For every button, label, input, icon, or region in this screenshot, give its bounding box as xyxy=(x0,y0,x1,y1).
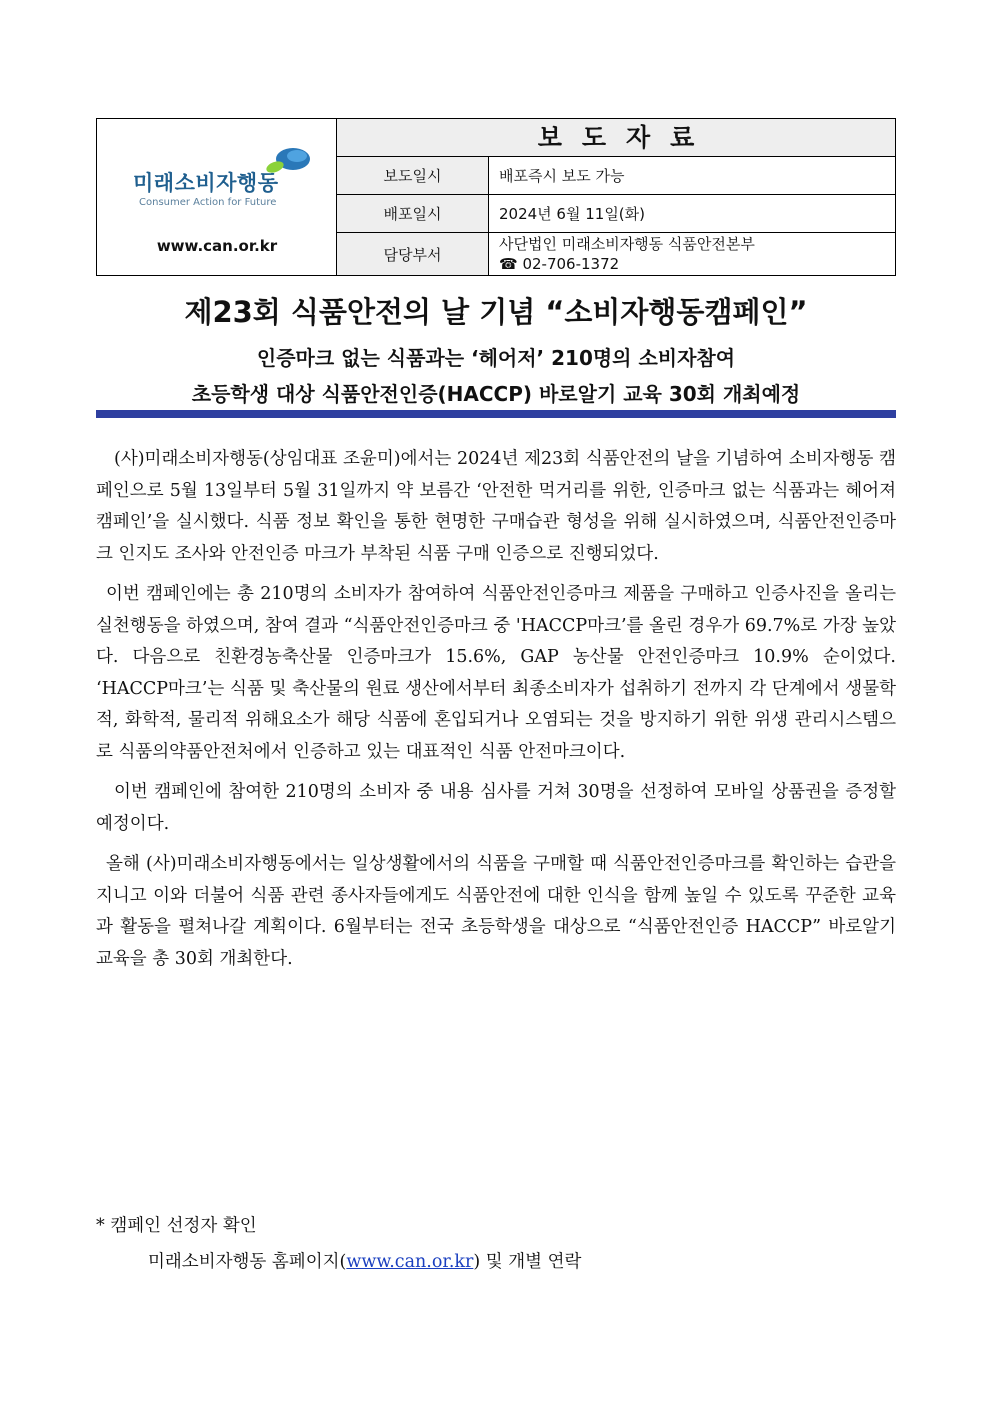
org-name: 미래소비자행동 xyxy=(133,171,279,195)
headline-title: 제23회 식품안전의 날 기념 “소비자행동캠페인” xyxy=(184,295,808,329)
paragraph-3: 이번 캠페인에 참여한 210명의 소비자 중 내용 심사를 거쳐 30명을 선정하여 모바일 상품권을 증정할 예정이다. xyxy=(96,782,896,834)
release-time-value: 배포즉시 보도 가능 xyxy=(499,166,625,185)
headline-subtitle-1: 인증마크 없는 식품과는 ‘헤어저’ 210명의 소비자참여 xyxy=(256,346,736,370)
headline-subtitle-2: 초등학생 대상 식품안전인증(HACCP) 바로알기 교육 30회 개최예정 xyxy=(191,382,801,406)
release-time-label: 보도일시 xyxy=(337,157,489,194)
department-phone: ☎ 02-706-1372 xyxy=(499,255,620,273)
distribution-date-value: 2024년 6월 11일(화) xyxy=(499,204,646,223)
department-row xyxy=(337,233,895,275)
department-name: 사단법인 미래소비자행동 식품안전본부 xyxy=(499,235,755,253)
distribution-date-row xyxy=(337,195,895,233)
logo-cell xyxy=(97,119,337,275)
paragraph-4: 올해 (사)미래소비자행동에서는 일상생활에서의 식품을 구매할 때 식품안전인증마크를 확인하는 습관을 지니고 이와 더불어 식품 관련 종사자들에게도 식품안전에 대한 인식을 함께 높일 수 있도록 꾸준한 교육과 활동을 펼쳐나갈 계획이다. 6월부터는 전국 초등학생을 대상으로 “식품안전인증 HACCP” 바로알기 교육을 총 30회 개최한다. xyxy=(96,854,896,969)
note-detail: 미래소비자행동 홈페이지(www.can.or.kr) 및 개별 연락 xyxy=(148,1252,582,1272)
headline-divider xyxy=(96,410,896,418)
org-website[interactable]: www.can.or.kr xyxy=(156,237,278,255)
doc-type-title: 보도자료 xyxy=(337,119,895,157)
org-tagline: Consumer Action for Future xyxy=(139,197,277,208)
homepage-link[interactable]: www.can.or.kr xyxy=(346,1252,474,1272)
department-value xyxy=(499,233,889,275)
article-body xyxy=(96,444,896,984)
note-title: * 캠페인 선정자 확인 xyxy=(96,1216,257,1236)
paragraph-1: (사)미래소비자행동(상임대표 조윤미)에서는 2024년 제23회 식품안전의 날을 기념하여 소비자행동 캠페인으로 5월 13일부터 5월 31일까지 약 보름간 ‘안전한 먹거리를 위한, 인증마크 없는 식품과는 헤어져 캠페인’을 실시했다. 식품 정보 확인을 통한 현명한 구매습관 형성을 위해 실시하였으며, 식품안전인증마크 인지도 조사와 안전인증 마크가 부착된 식품 구매 인증으로 진행되었다. xyxy=(96,449,896,564)
department-label: 담당부서 xyxy=(337,233,489,275)
distribution-date-label: 배포일시 xyxy=(337,195,489,232)
release-time-row xyxy=(337,157,895,195)
press-release-header xyxy=(96,118,896,276)
org-logo xyxy=(133,145,313,215)
paragraph-2: 이번 캠페인에는 총 210명의 소비자가 참여하여 식품안전인증마크 제품을 구매하고 인증사진을 올리는 실천행동을 하였으며, 참여 결과 “식품안전인증마크 중 'HACCP마크’를 올린 경우가 69.7%로 가장 높았다. 다음으로 친환경농축산물 인증마크가 15.6%, GAP 농산물 안전인증마크 10.9% 순이었다. ‘HACCP마크’는 식품 및 축산물의 원료 생산에서부터 최종소비자가 섭취하기 전까지 각 단계에서 생물학적, 화학적, 물리적 위해요소가 해당 식품에 혼입되거나 오염되는 것을 방지하기 위한 위생 관리시스템으로 식품의약품안전처에서 인증하고 있는 대표적인 식품 안전마크이다. xyxy=(96,584,896,762)
